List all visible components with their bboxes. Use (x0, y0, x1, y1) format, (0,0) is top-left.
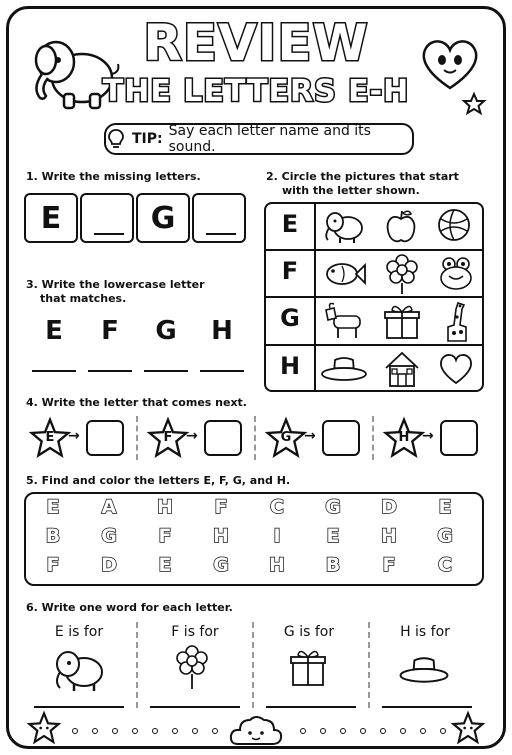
word-prompt-e: E is for (54, 624, 104, 640)
next-letter-box[interactable] (204, 420, 242, 456)
word-prompt-h: H is for (400, 624, 450, 640)
star-face-icon (452, 712, 484, 744)
word-answer-line[interactable] (266, 706, 356, 708)
letter-hunt-cell[interactable]: H (269, 554, 285, 576)
tip-box (104, 123, 414, 155)
row-letter-e: E (281, 210, 299, 238)
gift-icon (290, 646, 326, 688)
giraffe-icon[interactable] (440, 299, 470, 343)
star-letter-label: H (398, 430, 410, 445)
ball-icon[interactable] (436, 207, 472, 243)
section5-label: 5. Find and color the letters E, F, G, and H. (26, 474, 291, 487)
star-letter-label: F (163, 430, 173, 445)
hat-icon[interactable] (320, 354, 368, 384)
hat-icon (396, 654, 452, 686)
decorative-dot (112, 728, 118, 734)
decorative-dot (440, 728, 446, 734)
section6-label: 6. Write one word for each letter. (26, 601, 233, 614)
decorative-dot (132, 728, 138, 734)
decorative-dot (320, 728, 326, 734)
missing-letter-box-3: G (136, 193, 190, 243)
letter-hunt-cell[interactable]: A (101, 496, 117, 518)
heart-icon[interactable] (438, 352, 474, 386)
missing-letter-box-1: E (24, 193, 78, 243)
lowercase-answer-line[interactable] (144, 370, 188, 372)
row-letter-g: G (280, 304, 300, 332)
decorative-dot (72, 728, 78, 734)
letter-hunt-cell[interactable]: F (158, 525, 172, 547)
row-letter-h: H (279, 352, 301, 380)
star-icon (462, 92, 486, 116)
fish-icon[interactable] (322, 260, 366, 288)
lowercase-prompt-g: G (155, 316, 177, 346)
letter-hunt-cell[interactable]: B (325, 554, 341, 576)
next-letter-box[interactable] (440, 420, 478, 456)
star-face-icon (28, 712, 60, 744)
letter-hunt-cell[interactable]: F (46, 554, 60, 576)
letter-hunt-cell[interactable]: D (381, 496, 397, 518)
letter-hunt-cell[interactable]: C (270, 496, 284, 518)
letter-hunt-cell[interactable]: G (101, 525, 117, 547)
row-letter-f: F (281, 257, 299, 285)
decorative-dot (340, 728, 346, 734)
page-title: REVIEW (143, 14, 369, 72)
decorative-dot (300, 728, 306, 734)
letter-hunt-cell[interactable]: E (438, 496, 452, 518)
decorative-dot (192, 728, 198, 734)
section1-label: 1. Write the missing letters. (26, 170, 201, 183)
apple-icon[interactable] (384, 207, 418, 245)
tip-label: TIP: (132, 131, 163, 147)
letter-hunt-grid (24, 492, 484, 586)
star-letter-label: E (45, 430, 55, 445)
word-answer-line[interactable] (34, 706, 124, 708)
section3-label: 3. Write the lowercase letter (26, 278, 205, 291)
letter-hunt-cell[interactable]: G (325, 496, 341, 518)
tip-text: Say each letter name and its sound. (168, 123, 371, 155)
letter-hunt-cell[interactable]: C (438, 554, 452, 576)
letter-hunt-cell[interactable]: F (214, 496, 228, 518)
letter-hunt-cell[interactable]: I (273, 525, 281, 547)
letter-hunt-cell[interactable]: B (45, 525, 61, 547)
lowercase-prompt-f: F (101, 316, 119, 346)
arrow-right-icon: → (304, 428, 316, 444)
decorative-dot (380, 728, 386, 734)
decorative-dot (92, 728, 98, 734)
lowercase-answer-line[interactable] (32, 370, 76, 372)
arrow-right-icon: → (186, 428, 198, 444)
next-letter-box[interactable] (86, 420, 124, 456)
letter-hunt-cell[interactable]: H (213, 525, 229, 547)
lowercase-prompt-h: H (211, 316, 233, 346)
missing-letter-box-2[interactable] (80, 193, 134, 243)
letter-hunt-cell[interactable]: D (101, 554, 117, 576)
word-prompt-g: G is for (283, 624, 335, 640)
lightbulb-icon (106, 128, 126, 150)
word-answer-line[interactable] (150, 706, 240, 708)
section2-label-cont: with the letter shown. (282, 184, 420, 197)
word-answer-line[interactable] (382, 706, 472, 708)
goat-icon[interactable] (322, 302, 366, 340)
cloud-face-icon (228, 714, 284, 748)
lowercase-answer-line[interactable] (200, 370, 244, 372)
decorative-dot (212, 728, 218, 734)
gift-icon[interactable] (384, 302, 420, 340)
decorative-dot (400, 728, 406, 734)
arrow-right-icon: → (422, 428, 434, 444)
frog-icon[interactable] (438, 256, 474, 292)
letter-hunt-cell[interactable]: H (157, 496, 173, 518)
letter-hunt-cell[interactable]: E (326, 525, 340, 547)
lowercase-prompt-e: E (45, 316, 63, 346)
decorative-dot (420, 728, 426, 734)
section3-label-cont: that matches. (40, 292, 127, 305)
missing-letter-box-4[interactable] (192, 193, 246, 243)
decorative-dot (360, 728, 366, 734)
lowercase-answer-line[interactable] (88, 370, 132, 372)
letter-hunt-cell[interactable]: G (213, 554, 229, 576)
letter-hunt-cell[interactable]: E (158, 554, 172, 576)
decorative-dot (172, 728, 178, 734)
letter-hunt-cell[interactable]: E (46, 496, 60, 518)
page-subtitle: THE LETTERS E-H (102, 74, 410, 109)
elephant-icon[interactable] (322, 208, 366, 244)
arrow-right-icon: → (68, 428, 80, 444)
section2-label: 2. Circle the pictures that start (266, 170, 459, 183)
star-letter-label: G (280, 430, 292, 445)
letter-hunt-cell[interactable]: G (437, 525, 453, 547)
section4-label: 4. Write the letter that comes next. (26, 396, 247, 409)
house-icon[interactable] (384, 350, 420, 388)
letter-hunt-cell[interactable]: F (382, 554, 396, 576)
word-prompt-f: F is for (171, 624, 219, 640)
flower-icon (174, 644, 210, 690)
next-letter-box[interactable] (322, 420, 360, 456)
elephant-icon (52, 646, 108, 692)
flower-icon[interactable] (384, 253, 420, 295)
decorative-dot (152, 728, 158, 734)
heart-face-icon (418, 34, 482, 92)
letter-hunt-cell[interactable]: H (381, 525, 397, 547)
